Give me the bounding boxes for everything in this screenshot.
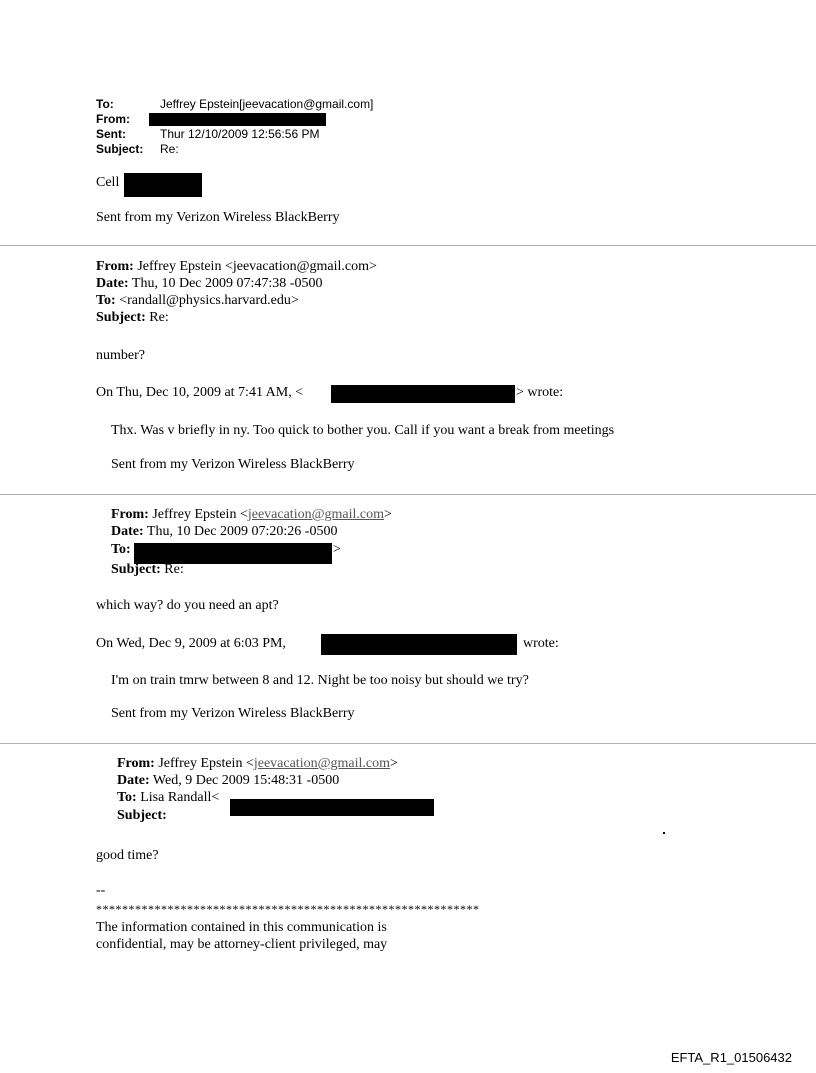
disclaimer-line-2: confidential, may be attorney-client privileged, may (96, 937, 388, 952)
msg3-body: which way? do you need an apt? (96, 598, 279, 613)
msg4-date: Date: Wed, 9 Dec 2009 15:48:31 -0500 (117, 773, 340, 788)
msg3-quote-suffix: wrote: (523, 636, 559, 651)
stars-line: *********************************************************** (96, 902, 480, 916)
cell-label: Cell (96, 175, 120, 190)
msg3-to: To: (111, 542, 131, 557)
from-label: From: (96, 112, 130, 126)
redaction-block (134, 543, 332, 564)
to-value: Jeffrey Epstein[jeevacation@gmail.com] (160, 97, 374, 111)
msg2-to: To: <randall@physics.harvard.edu> (96, 293, 299, 308)
divider (0, 494, 816, 495)
msg3-subject: Subject: Re: (111, 562, 184, 577)
msg2-quote-prefix: On Thu, Dec 10, 2009 at 7:41 AM, < (96, 385, 304, 400)
msg4-to: To: Lisa Randall< (117, 790, 220, 805)
msg3-from: From: Jeffrey Epstein <jeevacation@gmail.com> (111, 507, 392, 522)
msg3-quoted-text: I'm on train tmrw between 8 and 12. Night be too noisy but should we try? (111, 673, 529, 688)
sig-dashes: -- (96, 883, 106, 898)
redaction-block (149, 113, 326, 126)
msg4-body: good time? (96, 848, 159, 863)
redaction-block (321, 634, 517, 655)
subject-value: Re: (160, 142, 179, 156)
msg4-from-email-link[interactable]: jeevacation@gmail.com (253, 756, 390, 771)
to-label: To: (96, 97, 114, 111)
msg2-body: number? (96, 348, 145, 363)
redaction-block (230, 799, 434, 816)
stray-mark (663, 832, 665, 834)
msg3-from-email-link[interactable]: jeevacation@gmail.com (247, 507, 384, 522)
msg4-from: From: Jeffrey Epstein <jeevacation@gmail.com> (117, 756, 398, 771)
msg2-quote-suffix: > wrote: (516, 385, 564, 400)
msg3-to-suffix: > (333, 542, 341, 557)
msg4-subject: Subject: (117, 808, 167, 823)
redaction-block (331, 385, 515, 403)
signature: Sent from my Verizon Wireless BlackBerry (96, 210, 340, 225)
redaction-block (124, 173, 202, 197)
sent-label: Sent: (96, 127, 126, 141)
msg2-subject: Subject: Re: (96, 310, 169, 325)
msg2-from: From: Jeffrey Epstein <jeevacation@gmail.com> (96, 259, 377, 274)
msg2-quoted-text: Thx. Was v briefly in ny. Too quick to bother you. Call if you want a break from meetings (111, 423, 615, 438)
msg3-quote-prefix: On Wed, Dec 9, 2009 at 6:03 PM, (96, 636, 286, 651)
msg2-date: Date: Thu, 10 Dec 2009 07:47:38 -0500 (96, 276, 323, 291)
msg2-quoted-signature: Sent from my Verizon Wireless BlackBerry (111, 457, 355, 472)
divider (0, 245, 816, 246)
msg3-date: Date: Thu, 10 Dec 2009 07:20:26 -0500 (111, 524, 338, 539)
msg3-quoted-signature: Sent from my Verizon Wireless BlackBerry (111, 706, 355, 721)
document-id: EFTA_R1_01506432 (670, 1050, 792, 1065)
divider (0, 743, 816, 744)
sent-value: Thur 12/10/2009 12:56:56 PM (160, 127, 320, 141)
disclaimer-line-1: The information contained in this communication is (96, 920, 387, 935)
subject-label: Subject: (96, 142, 144, 156)
